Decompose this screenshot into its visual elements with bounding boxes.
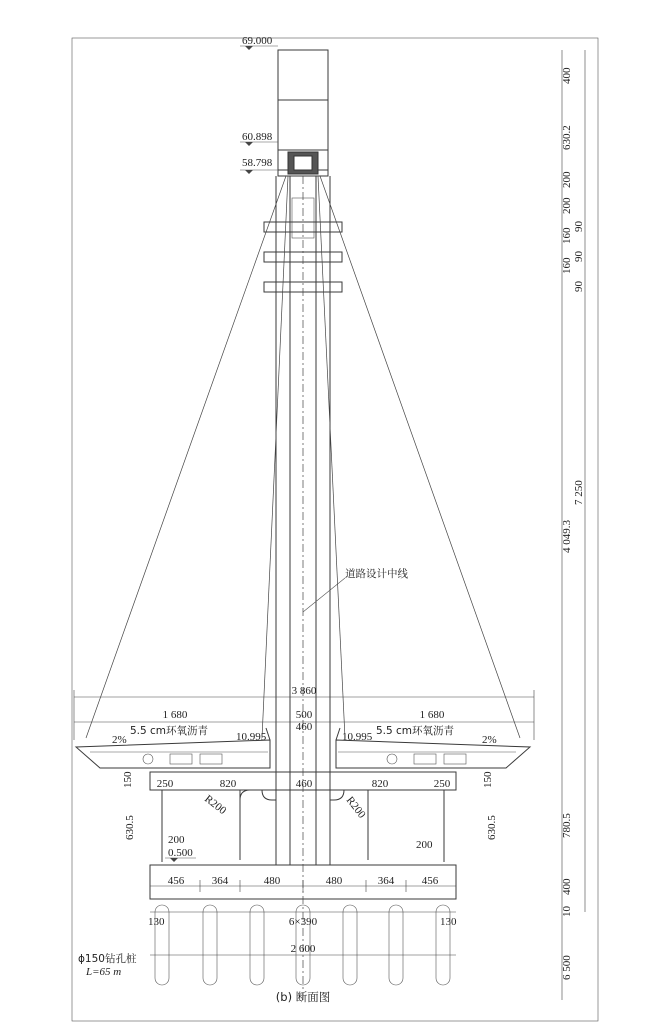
cap-width-4: 480 xyxy=(325,875,343,887)
deck-elev-left: 10.995 xyxy=(236,731,267,743)
deck-elev-right: 10.995 xyxy=(342,731,373,743)
beam-h630-right: 630.5 xyxy=(486,815,498,840)
base-elevation: 0.500 xyxy=(168,847,193,859)
dim-90-a: 90 xyxy=(573,221,585,232)
dim-90-b: 90 xyxy=(573,251,585,262)
cap-width-3: 480 xyxy=(263,875,281,887)
elevation-markers xyxy=(240,35,278,174)
deck-median-inner: 460 xyxy=(295,721,313,733)
pile-spec: ϕ150钻孔桩 xyxy=(78,953,137,965)
pile-total: 2 600 xyxy=(290,943,316,955)
dim-200-b: 200 xyxy=(561,197,573,214)
right-dimension-chain xyxy=(561,50,585,1000)
dim-400: 400 xyxy=(561,67,573,84)
dim-160-a: 160 xyxy=(561,227,573,244)
dim-90-c: 90 xyxy=(573,281,585,292)
beam-w200-left: 200 xyxy=(168,834,185,846)
cap-width-2: 364 xyxy=(211,875,229,887)
beam-h630-left: 630.5 xyxy=(124,815,136,840)
beam-w820-left: 820 xyxy=(219,778,237,790)
elev-top: 69.000 xyxy=(242,35,273,47)
dim-7250: 7 250 xyxy=(573,480,585,505)
beam-w820-right: 820 xyxy=(371,778,389,790)
tower-upper xyxy=(278,50,328,176)
pile-edge-right: 130 xyxy=(440,916,457,928)
paving-right: 5.5 cm环氧沥青 xyxy=(376,725,455,737)
beam-w250-left: 250 xyxy=(156,778,174,790)
centerline-label: 道路设计中线 xyxy=(345,568,408,580)
deck-half-right: 1 680 xyxy=(419,709,445,721)
beam-h150-left: 150 xyxy=(122,771,134,788)
slope-left: 2% xyxy=(112,734,127,746)
deck-median-width: 500 xyxy=(295,709,313,721)
dim-160-b: 160 xyxy=(561,257,573,274)
dim-780-5: 780.5 xyxy=(561,813,573,838)
pile-length: L=65 m xyxy=(86,966,122,978)
dim-400-b: 400 xyxy=(561,878,573,895)
dim-630-2: 630.2 xyxy=(561,125,573,150)
pile-spacing: 6×390 xyxy=(288,916,318,928)
figure-caption: (b) 断面图 xyxy=(275,990,331,1004)
beam-w250-right: 250 xyxy=(433,778,451,790)
cap-width-5: 364 xyxy=(377,875,395,887)
cap-width-1: 456 xyxy=(167,875,185,887)
dim-10: 10 xyxy=(561,906,573,917)
pier-crossbeam xyxy=(122,771,498,862)
elev-lower: 58.798 xyxy=(242,157,273,169)
slope-right: 2% xyxy=(482,734,497,746)
beam-w200-right: 200 xyxy=(416,839,433,851)
dim-6500: 6 500 xyxy=(561,955,573,980)
beam-radius-left: R200 xyxy=(202,792,229,818)
piles xyxy=(78,905,457,985)
pile-edge-left: 130 xyxy=(148,916,165,928)
elev-upper: 60.898 xyxy=(242,131,273,143)
deck-total-width: 3 860 xyxy=(291,685,317,697)
beam-h150-right: 150 xyxy=(482,771,494,788)
paving-left: 5.5 cm环氧沥青 xyxy=(130,725,209,737)
deck-half-left: 1 680 xyxy=(162,709,188,721)
cap-width-6: 456 xyxy=(421,875,439,887)
beam-w460: 460 xyxy=(295,778,313,790)
beam-radius-right: R200 xyxy=(343,794,368,821)
dim-4049-3: 4 049.3 xyxy=(561,520,573,553)
dim-200-a: 200 xyxy=(561,171,573,188)
